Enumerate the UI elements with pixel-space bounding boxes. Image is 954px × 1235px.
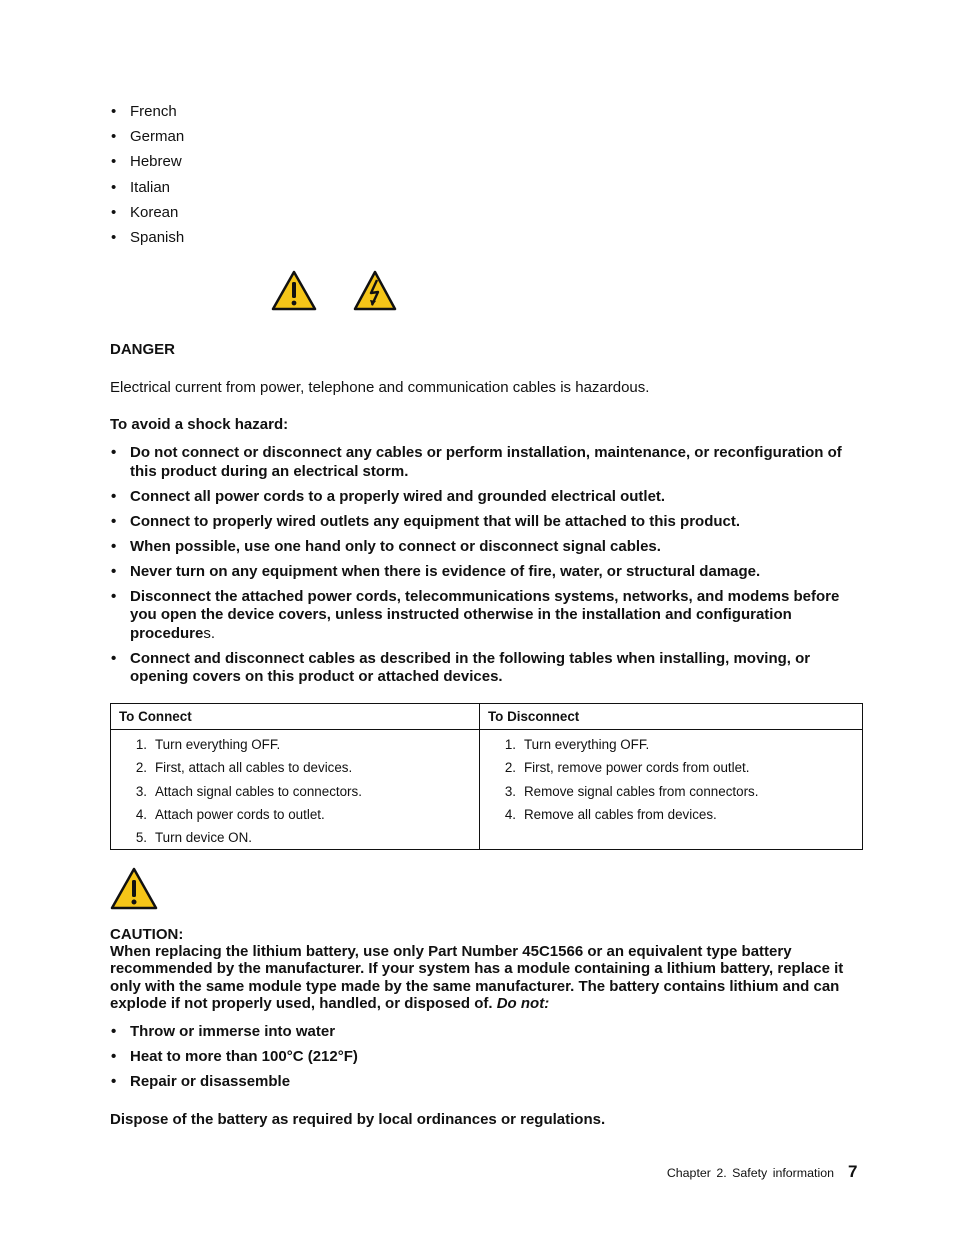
electrical-hazard-icon — [353, 270, 397, 311]
battery-list — [110, 1019, 358, 1095]
danger-statement: Electrical current from power, telephone and communication cables is hazardous. — [110, 379, 650, 396]
battery-item: • Heat to more than 100°C (212°F) — [110, 1044, 358, 1069]
language-item: • Korean — [110, 200, 184, 225]
battery-item: • Repair or disassemble — [110, 1069, 358, 1094]
disconnect-header: To Disconnect — [480, 704, 863, 730]
step-item: 1. Turn everything OFF. — [504, 737, 650, 752]
language-item: • Italian — [110, 175, 184, 200]
caution-warning-icon — [110, 867, 158, 910]
language-item: • Hebrew — [110, 149, 184, 174]
hazard-item: • Connect all power cords to a properly wired and grounded electrical outlet. — [110, 488, 870, 507]
language-item: • French — [110, 99, 184, 124]
step-item: 5. Turn device ON. — [135, 830, 252, 846]
do-not-label: Do not: — [496, 994, 550, 1012]
disconnect-steps — [488, 733, 854, 826]
step-item: 4. Remove all cables from devices. — [504, 806, 717, 822]
disconnect-steps-cell — [480, 730, 863, 850]
hazard-item: • When possible, use one hand only to connect or disconnect signal cables. — [110, 538, 870, 557]
warning-icon — [271, 270, 317, 311]
caution-heading: CAUTION: — [110, 926, 184, 943]
hazard-item-tail: s. — [203, 624, 216, 642]
connect-steps — [119, 733, 471, 849]
hazard-item: • Connect and disconnect cables as described in the following tables when installing, moving, or opening covers on this product or attached devices. — [110, 650, 870, 687]
danger-heading: DANGER — [110, 341, 176, 358]
shock-hazard-list — [110, 444, 870, 687]
connect-header: To Connect — [111, 704, 480, 730]
step-item: 3. Remove signal cables from connectors. — [504, 783, 759, 799]
hazard-item: • Connect to properly wired outlets any equipment that will be attached to this product. — [110, 513, 870, 532]
chapter-footer: Chapter 2. Safety information — [666, 1166, 834, 1180]
step-item: 1. Turn everything OFF. — [135, 737, 281, 752]
caution-text: When replacing the lithium battery, use only Part Number 45C1566 or an equivalent type battery recommended by the manufacturer. If your system has a module containing a lithium battery, replace it only with the same module type made by the same manufacturer. The battery contains lithium and can explode if not properly used, handled, or disposed of. Do not: — [110, 943, 844, 1012]
language-list — [110, 99, 184, 250]
battery-item: • Throw or immerse into water — [110, 1019, 358, 1044]
hazard-item — [110, 588, 870, 644]
connect-disconnect-table — [110, 703, 863, 850]
step-item: 3. Attach signal cables to connectors. — [135, 783, 362, 799]
dispose-statement: Dispose of the battery as required by local ordinances or regulations. — [110, 1111, 606, 1128]
caution-block — [110, 926, 870, 1012]
shock-subheading: To avoid a shock hazard: — [110, 416, 289, 433]
page-number: 7 — [848, 1162, 858, 1181]
hazard-item: • Never turn on any equipment when there is evidence of fire, water, or structural damage. — [110, 563, 870, 582]
step-item: 4. Attach power cords to outlet. — [135, 806, 325, 822]
hazard-item-text: Disconnect the attached power cords, telecommunications systems, networks, and modems before you open the device covers, unless instructed otherwise in the installation and configuration procedure — [130, 587, 840, 642]
step-item: 2. First, remove power cords from outlet. — [504, 760, 750, 776]
step-item: 2. First, attach all cables to devices. — [135, 760, 353, 776]
language-item: • German — [110, 124, 184, 149]
language-item: • Spanish — [110, 225, 184, 250]
connect-steps-cell — [111, 730, 480, 850]
hazard-item: • Do not connect or disconnect any cables or perform installation, maintenance, or reconfiguration of this product during an electrical storm. — [110, 444, 870, 481]
